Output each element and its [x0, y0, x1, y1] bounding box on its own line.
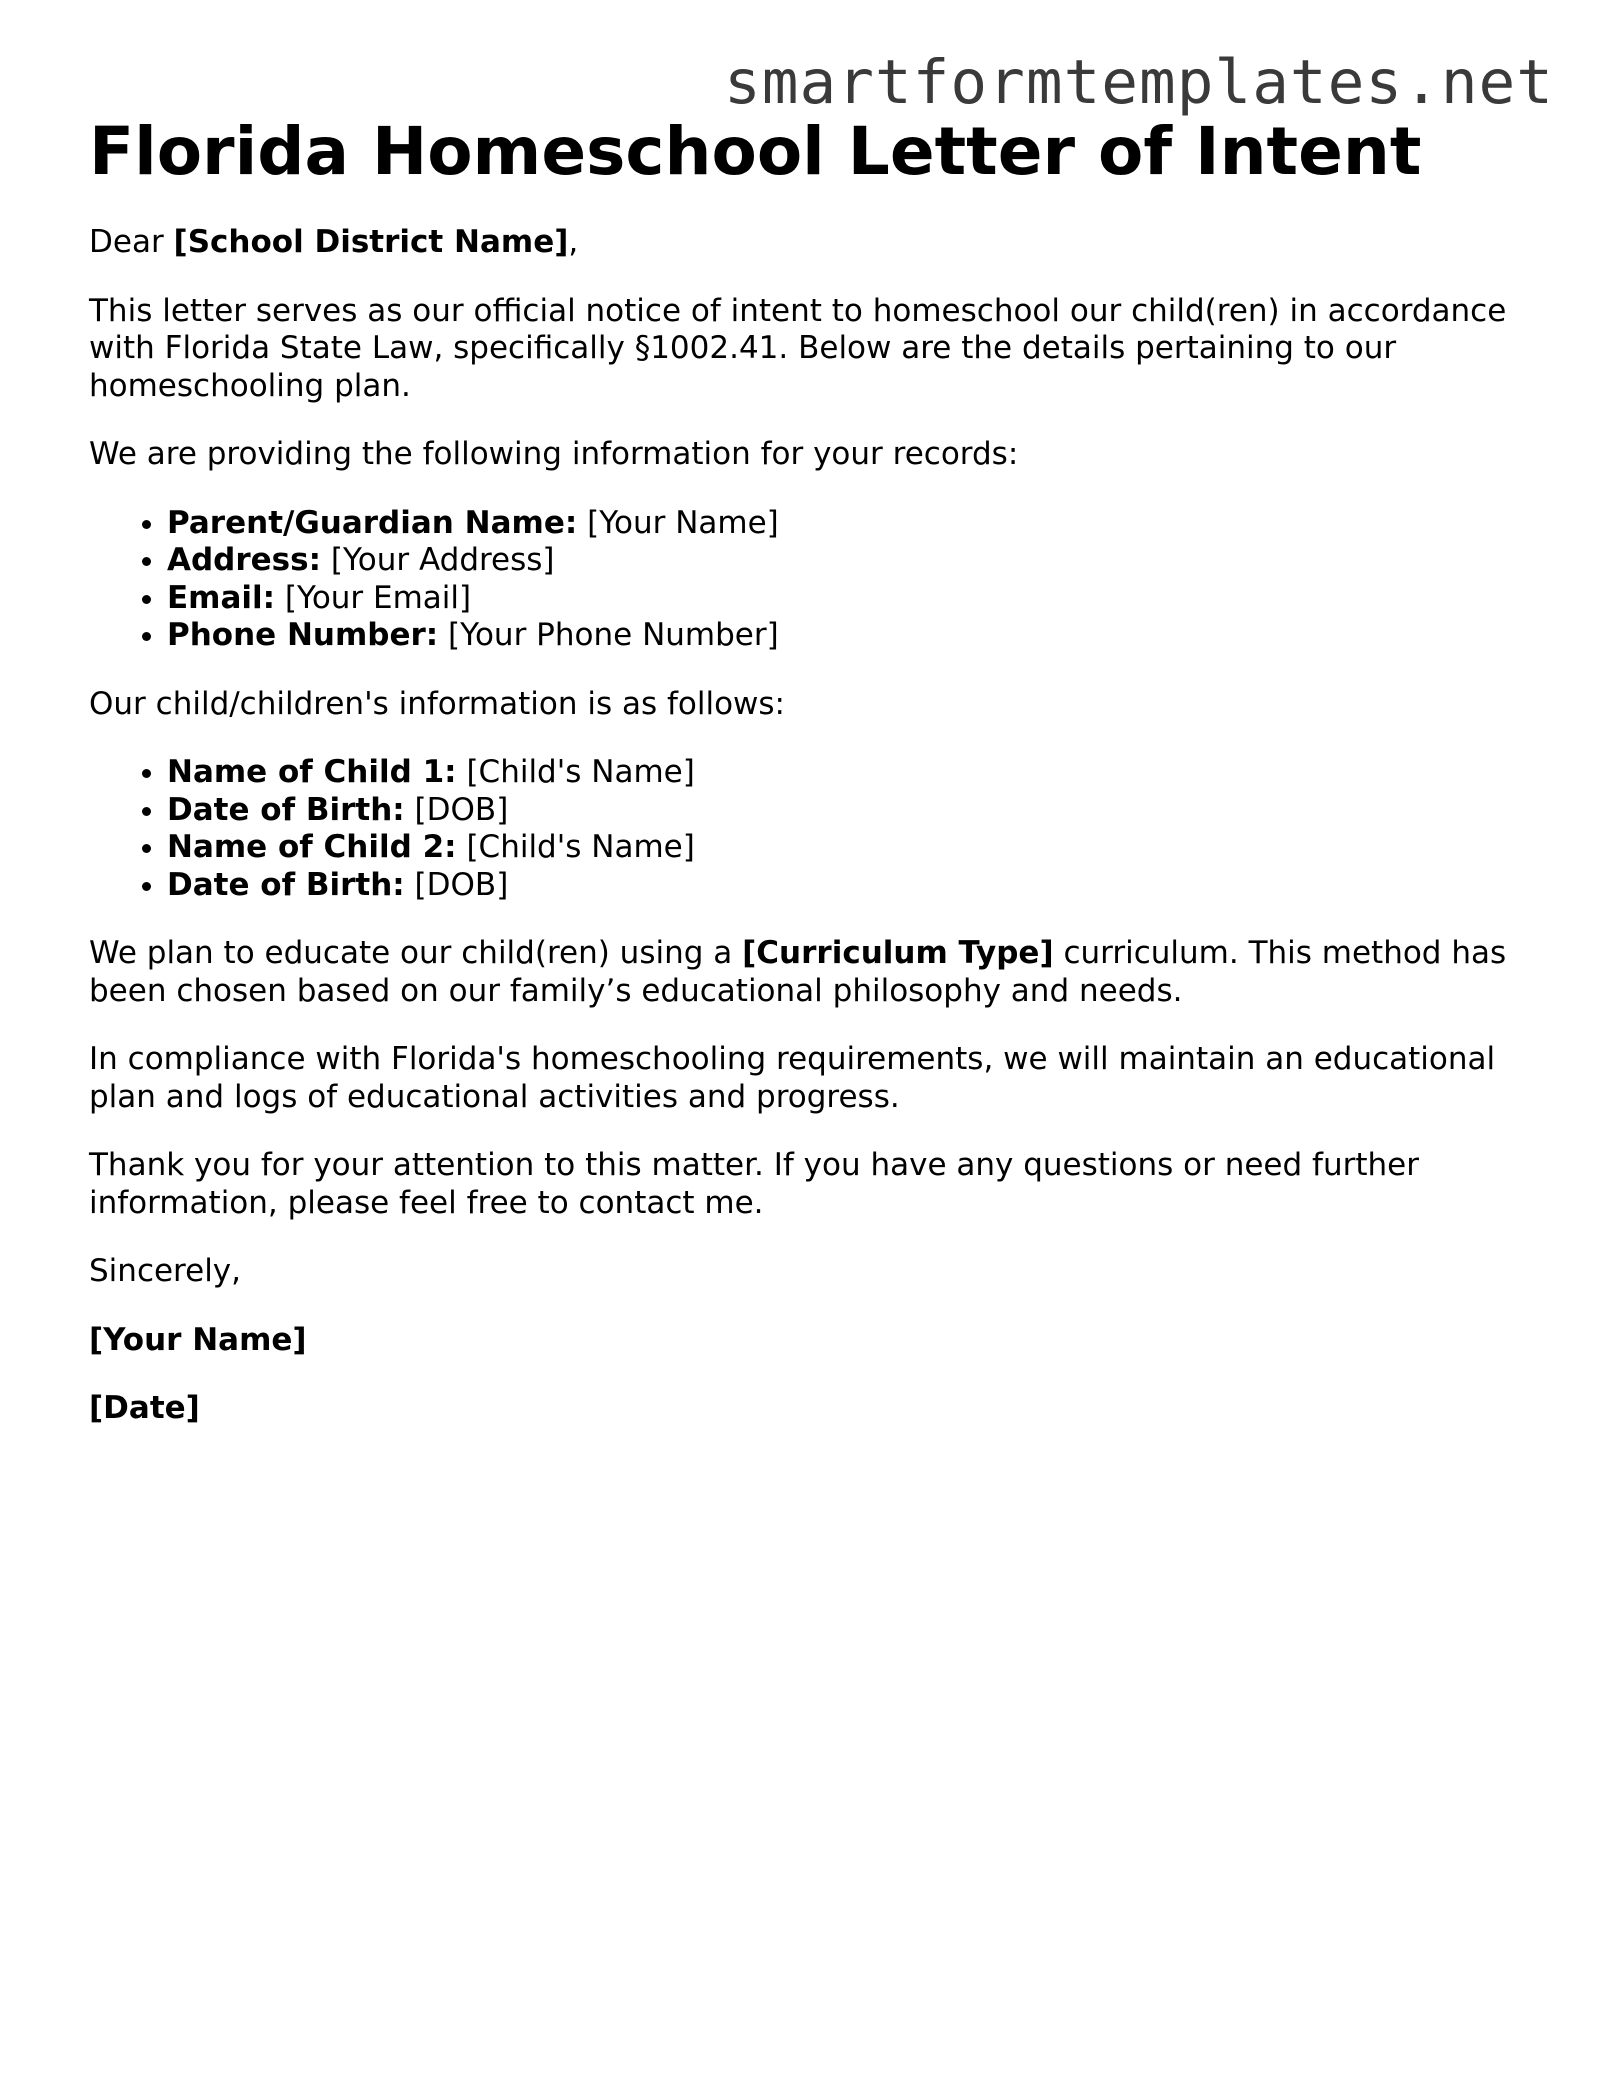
thanks-paragraph: Thank you for your attention to this matter. If you have any questions or need further information, please feel free to contact me. [89, 1147, 1419, 1221]
watermark: smartformtemplates.net [724, 47, 1554, 118]
list-item [167, 792, 1529, 830]
field-label: Address: [167, 542, 321, 578]
field-value: [Your Phone Number] [438, 617, 779, 653]
district-name: [School District Name] [173, 224, 569, 260]
curriculum-suffix: curriculum. This method has been chosen based on our family’s educational philosophy and needs. [89, 935, 1507, 1009]
children-info-list [89, 754, 1529, 904]
field-label: Email: [167, 579, 276, 616]
parent-info-list [89, 505, 1529, 655]
curriculum-prefix: We plan to educate our child(ren) using a [89, 935, 743, 971]
sign-off: Sincerely, [89, 1253, 242, 1289]
signature-name-text: [Your Name] [89, 1321, 307, 1358]
field-label: Name of Child 1: [167, 754, 457, 790]
field-value: [Child's Name] [456, 829, 695, 865]
field-label: Name of Child 2: [167, 829, 457, 865]
signature-date [89, 1390, 1529, 1428]
greeting [89, 224, 1529, 262]
field-value: [Your Name] [577, 504, 779, 541]
list-item [167, 829, 1529, 867]
field-label: Phone Number: [167, 617, 439, 653]
greeting-suffix: , [568, 224, 579, 260]
field-value: [Child's Name] [456, 754, 695, 790]
signature-date-text: [Date] [89, 1390, 200, 1426]
list-item [167, 580, 1529, 618]
list-item [167, 754, 1529, 792]
field-label: Parent/Guardian Name: [167, 504, 578, 541]
signature-name [89, 1322, 1529, 1360]
greeting-prefix: Dear [89, 224, 174, 260]
children-intro: Our child/children's information is as follows: [89, 685, 786, 722]
field-label: Date of Birth: [167, 866, 405, 903]
field-value: [Your Email] [275, 579, 472, 616]
records-intro: We are providing the following information for your records: [89, 436, 1019, 472]
field-value: [Your Address] [321, 542, 555, 578]
curriculum-type: [Curriculum Type] [742, 935, 1054, 971]
list-item [167, 542, 1529, 580]
letter-body [89, 112, 1529, 1459]
field-value: [DOB] [404, 866, 509, 903]
list-item [167, 617, 1529, 655]
intro-paragraph: This letter serves as our official notice of intent to homeschool our child(ren) in accordance with Florida State Law, specifically §1002.41. Below are the details pertaining to our homeschooling plan. [89, 292, 1507, 404]
compliance-paragraph: In compliance with Florida's homeschooling requirements, we will maintain an educational plan and logs of educational activities and progress. [89, 1041, 1496, 1115]
field-label: Date of Birth: [167, 791, 405, 828]
list-item [167, 867, 1529, 905]
page-title: Florida Homeschool Letter of Intent [89, 113, 1422, 190]
field-value: [DOB] [404, 791, 509, 828]
list-item [167, 505, 1529, 543]
curriculum-paragraph [89, 935, 1529, 1010]
